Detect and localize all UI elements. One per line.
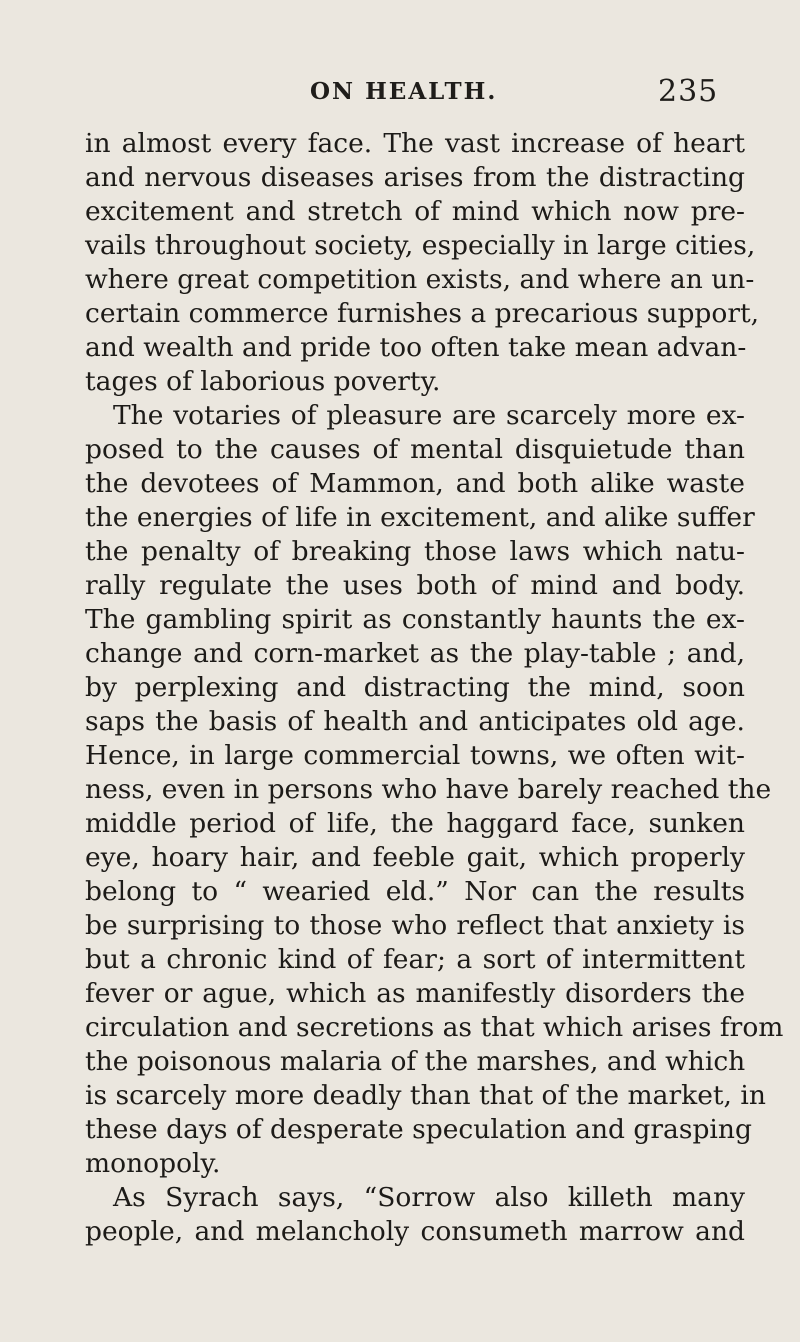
text-line: the poisonous malaria of the marshes, and which bbox=[85, 1046, 746, 1077]
text-line: tages of laborious poverty. bbox=[85, 366, 441, 397]
text-line: certain commerce furnishes a precarious support, bbox=[85, 298, 760, 329]
paragraph-start: As Syrach says, “Sorrow also killeth many bbox=[113, 1182, 745, 1213]
body-text bbox=[85, 127, 784, 1249]
text-line: be surprising to those who reflect that anxiety is bbox=[85, 910, 745, 941]
text-line: where great competition exists, and where an un- bbox=[85, 264, 755, 295]
text-line: posed to the causes of mental disquietude than bbox=[85, 434, 745, 465]
text-line: ness, even in persons who have barely reached the bbox=[85, 774, 772, 805]
text-line: these days of desperate speculation and grasping bbox=[85, 1114, 752, 1145]
text-line: the devotees of Mammon, and both alike waste bbox=[85, 468, 745, 499]
text-line: circulation and secretions as that which arises from bbox=[85, 1012, 784, 1043]
text-line: fever or ague, which as manifestly disorders the bbox=[85, 978, 745, 1009]
text-line: eye, hoary hair, and feeble gait, which properly bbox=[85, 842, 745, 873]
text-line: people, and melancholy consumeth marrow and bbox=[85, 1216, 745, 1247]
text-line: change and corn-market as the play-table ; and, bbox=[85, 638, 745, 669]
text-line: is scarcely more deadly than that of the market, in bbox=[85, 1080, 766, 1111]
text-line: rally regulate the uses both of mind and body. bbox=[85, 570, 745, 601]
text-line: belong to “ wearied eld.” Nor can the results bbox=[85, 876, 745, 907]
text-line: and wealth and pride too often take mean advan- bbox=[85, 332, 747, 363]
page-number: 235 bbox=[658, 74, 719, 109]
text-line: in almost every face. The vast increase of heart bbox=[85, 128, 745, 159]
text-line: monopoly. bbox=[85, 1148, 221, 1179]
running-head bbox=[0, 74, 800, 114]
paragraph-start: The votaries of pleasure are scarcely more ex- bbox=[113, 400, 745, 431]
text-line: by perplexing and distracting the mind, soon bbox=[85, 672, 745, 703]
text-line: and nervous diseases arises from the distracting bbox=[85, 162, 745, 193]
text-line: saps the basis of health and anticipates old age. bbox=[85, 706, 745, 737]
running-title: ON HEALTH. bbox=[310, 78, 498, 105]
text-line: excitement and stretch of mind which now pre- bbox=[85, 196, 745, 227]
text-line: The gambling spirit as constantly haunts the ex- bbox=[85, 604, 745, 635]
text-line: the energies of life in excitement, and alike suffer bbox=[85, 502, 755, 533]
text-line: middle period of life, the haggard face, sunken bbox=[85, 808, 745, 839]
text-line: vails throughout society, especially in large cities, bbox=[85, 230, 756, 261]
text-line: but a chronic kind of fear; a sort of intermittent bbox=[85, 944, 745, 975]
text-line: Hence, in large commercial towns, we often wit- bbox=[85, 740, 745, 771]
text-line: the penalty of breaking those laws which natu- bbox=[85, 536, 745, 567]
